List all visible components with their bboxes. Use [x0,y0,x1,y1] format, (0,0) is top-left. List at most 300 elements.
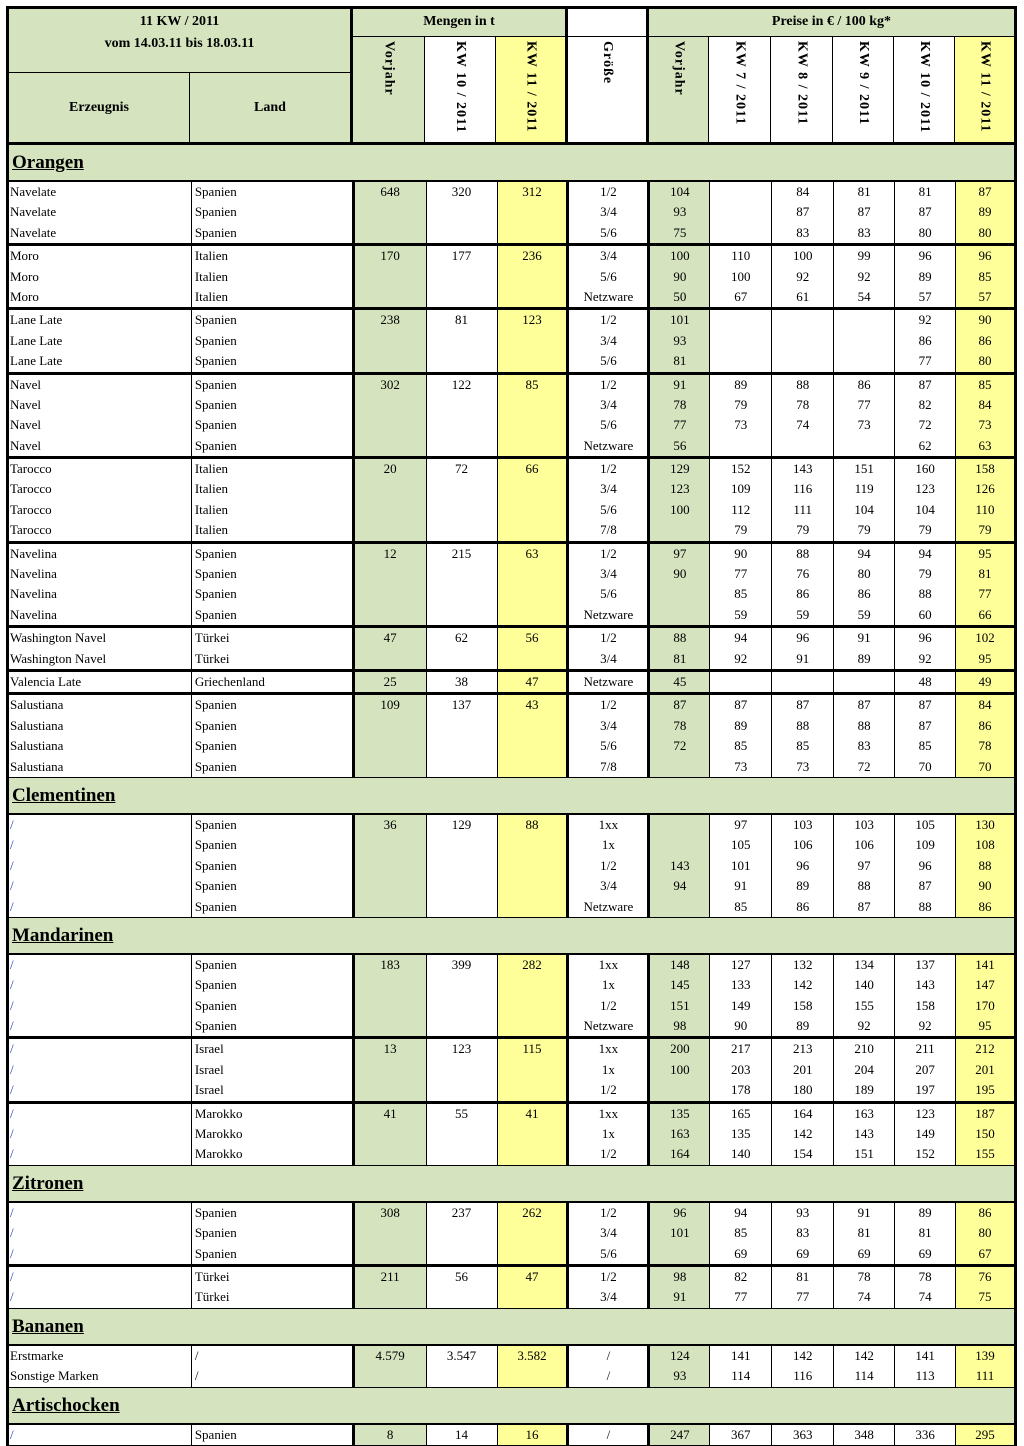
table-cell: 139 [956,1346,1014,1366]
table-cell: Lane Late [9,331,192,351]
table-cell: 47 [498,672,570,692]
table-cell [498,223,570,243]
table-cell: 56 [498,628,570,648]
table-cell: 116 [772,1366,834,1386]
table-row [9,182,1014,202]
table-cell: 80 [956,351,1014,371]
table-cell: 140 [710,1144,772,1164]
table-cell [772,436,834,456]
table-cell: 106 [772,835,834,855]
table-cell [498,757,570,777]
table-cell: Salustiana [9,757,192,777]
table-cell: 142 [772,1346,834,1366]
table-cell: Italien [192,287,355,307]
table-cell: 96 [772,628,834,648]
table-cell: 78 [834,1267,895,1287]
table-cell [498,564,570,584]
table-cell [355,1223,427,1243]
table-cell [498,649,570,669]
table-cell: 189 [834,1080,895,1100]
table-cell: 72 [834,757,895,777]
table-cell [498,287,570,307]
table-cell [355,757,427,777]
table-cell: 49 [956,672,1014,692]
table-cell [498,202,570,222]
table-cell [427,1016,498,1036]
table-cell: 79 [710,520,772,540]
table-cell: / [569,1425,650,1445]
table-cell: 152 [895,1144,956,1164]
table-cell [498,395,570,415]
table-row [9,975,1014,995]
table-cell: 90 [710,544,772,564]
table-cell: 92 [895,310,956,330]
table-cell: 66 [498,459,570,479]
p-col-label: KW 8 / 2011 [794,41,810,126]
table-cell: 143 [834,1124,895,1144]
table-cell: 74 [772,415,834,435]
table-cell: 399 [427,955,498,975]
table-cell: Italien [192,459,355,479]
table-cell: 163 [834,1104,895,1124]
col-product: Erzeugnis [9,73,190,142]
table-cell: 96 [895,856,956,876]
table-cell [355,520,427,540]
table-row [9,1223,1014,1243]
table-cell: 91 [650,1287,710,1307]
table-cell [498,1144,570,1164]
table-cell: 320 [427,182,498,202]
table-cell [710,223,772,243]
table-cell: Spanien [192,1425,355,1445]
table-cell: 86 [956,716,1014,736]
table-cell [427,605,498,625]
table-cell [498,500,570,520]
q-col-kw10 [425,37,496,142]
table-cell: 87 [772,695,834,715]
table-cell [498,1223,570,1243]
table-cell: 79 [834,520,895,540]
table-cell: 81 [895,1223,956,1243]
table-cell [427,856,498,876]
table-cell: 155 [834,996,895,1016]
table-cell: 59 [772,605,834,625]
table-cell: 164 [650,1144,710,1164]
table-cell: 158 [956,459,1014,479]
table-cell: Netzware [569,605,650,625]
table-cell: 91 [650,375,710,395]
table-cell: 81 [650,351,710,371]
table-row [9,876,1014,896]
table-cell: 73 [710,757,772,777]
table-cell: 81 [772,1267,834,1287]
table-cell: 3/4 [569,479,650,499]
table-cell: 155 [956,1144,1014,1164]
table-cell: 3/4 [569,331,650,351]
table-cell: 95 [956,544,1014,564]
table-cell: 3/4 [569,1287,650,1307]
row-group [6,1201,1017,1265]
table-cell: Israel [192,1060,355,1080]
table-cell [355,331,427,351]
table-cell: 85 [772,736,834,756]
table-cell: Griechenland [192,672,355,692]
table-cell [650,815,710,835]
table-cell: 86 [956,1203,1014,1223]
table-cell: 86 [895,331,956,351]
table-cell: 87 [650,695,710,715]
table-cell: 5/6 [569,500,650,520]
table-cell: 203 [710,1060,772,1080]
row-group [6,180,1017,244]
table-row [9,436,1014,456]
table-cell: / [9,856,192,876]
table-cell [427,395,498,415]
table-cell: 20 [355,459,427,479]
table-cell: 91 [834,1203,895,1223]
table-cell: 94 [710,1203,772,1223]
p-col-label: KW 7 / 2011 [732,41,748,126]
table-cell: 1xx [569,1104,650,1124]
row-group [6,542,1017,627]
table-cell: 5/6 [569,584,650,604]
table-cell: Navelate [9,223,192,243]
table-cell: 70 [956,757,1014,777]
table-cell: 204 [834,1060,895,1080]
table-cell: 165 [710,1104,772,1124]
table-cell: 96 [650,1203,710,1223]
table-cell: 85 [956,375,1014,395]
table-cell: / [569,1366,650,1386]
q-col-kw11 [496,37,568,142]
table-cell: 101 [650,1223,710,1243]
table-cell: Spanien [192,1203,355,1223]
q-col-label: KW 11 / 2011 [523,41,539,133]
table-cell: 114 [834,1366,895,1386]
table-cell: 1/2 [569,628,650,648]
table-cell: 89 [710,716,772,736]
week-label: 11 KW / 2011 [139,14,220,29]
table-cell: 170 [956,996,1014,1016]
table-cell: Spanien [192,975,355,995]
table-cell: 215 [427,544,498,564]
table-cell: 74 [895,1287,956,1307]
table-cell: 158 [895,996,956,1016]
table-cell: 100 [772,246,834,266]
table-cell [355,897,427,917]
table-cell: 154 [772,1144,834,1164]
table-cell [427,1244,498,1264]
table-row [9,649,1014,669]
table-cell: 142 [772,1124,834,1144]
table-cell: 123 [650,479,710,499]
table-cell [355,1366,427,1386]
table-cell: Navel [9,375,192,395]
table-cell: Salustiana [9,716,192,736]
table-cell: 63 [956,436,1014,456]
table-cell: 145 [650,975,710,995]
table-cell [427,876,498,896]
table-cell: Erstmarke [9,1346,192,1366]
table-cell: 201 [772,1060,834,1080]
table-cell [498,331,570,351]
table-cell: 87 [895,695,956,715]
table-cell: 81 [956,564,1014,584]
table-cell [355,856,427,876]
table-cell: 1x [569,835,650,855]
table-cell [427,975,498,995]
table-cell: 123 [895,1104,956,1124]
table-cell: 13 [355,1039,427,1059]
table-cell [772,331,834,351]
table-cell: 1/2 [569,182,650,202]
table-cell [427,287,498,307]
table-cell: 212 [956,1039,1014,1059]
table-cell: Navel [9,395,192,415]
table-cell: 87 [956,182,1014,202]
table-cell: Moro [9,267,192,287]
table-cell: 85 [710,736,772,756]
table-cell: 1x [569,1124,650,1144]
table-cell [427,520,498,540]
table-row [9,479,1014,499]
table-cell: 77 [834,395,895,415]
table-cell: 1/2 [569,695,650,715]
table-cell: 211 [895,1039,956,1059]
table-cell [710,436,772,456]
table-cell: 135 [710,1124,772,1144]
table-row [9,835,1014,855]
row-group [6,1423,1017,1446]
table-cell [427,1144,498,1164]
table-cell: 3/4 [569,246,650,266]
table-row [9,1346,1014,1366]
table-cell: / [9,955,192,975]
table-cell: 130 [956,815,1014,835]
table-cell: 87 [834,695,895,715]
table-row [9,1425,1014,1445]
table-cell: 85 [498,375,570,395]
table-cell: / [9,1104,192,1124]
table-cell: / [9,1039,192,1059]
table-cell: 88 [895,897,956,917]
table-cell: Spanien [192,182,355,202]
p-col-kw11 [955,37,1014,142]
table-cell: 25 [355,672,427,692]
table-cell: 195 [956,1080,1014,1100]
table-cell [355,584,427,604]
table-cell [498,267,570,287]
table-cell: / [9,1244,192,1264]
table-cell: 180 [772,1080,834,1100]
table-cell [355,564,427,584]
table-cell: / [9,1203,192,1223]
table-row [9,1060,1014,1080]
table-cell: / [9,1287,192,1307]
table-cell: 126 [956,479,1014,499]
table-cell: Navelina [9,544,192,564]
table-cell: 86 [956,331,1014,351]
table-cell: 124 [650,1346,710,1366]
table-cell [498,975,570,995]
table-cell: 101 [650,310,710,330]
table-cell: 1/2 [569,310,650,330]
table-cell: Spanien [192,223,355,243]
table-cell: Spanien [192,544,355,564]
table-cell: 5/6 [569,223,650,243]
table-cell: 295 [956,1425,1014,1445]
table-cell: / [569,1346,650,1366]
table-cell: 70 [895,757,956,777]
table-cell: 178 [710,1080,772,1100]
table-cell: 72 [895,415,956,435]
table-cell: Spanien [192,815,355,835]
table-cell: 648 [355,182,427,202]
table-cell [355,395,427,415]
table-cell: 88 [834,876,895,896]
table-cell: 5/6 [569,1244,650,1264]
p-col-label: KW 10 / 2011 [917,41,932,134]
table-row [9,351,1014,371]
table-cell: / [9,1425,192,1445]
table-cell: 211 [355,1267,427,1287]
table-cell: Türkei [192,628,355,648]
table-cell: 85 [710,897,772,917]
table-cell: Italien [192,520,355,540]
p-col-kw9 [833,37,894,142]
table-cell: Tarocco [9,520,192,540]
table-row [9,1366,1014,1386]
table-row [9,736,1014,756]
table-cell: 79 [772,520,834,540]
table-cell: Navelina [9,605,192,625]
table-cell: Tarocco [9,479,192,499]
table-cell: 201 [956,1060,1014,1080]
table-cell: Spanien [192,395,355,415]
table-cell: Netzware [569,1016,650,1036]
table-cell: 69 [772,1244,834,1264]
table-cell [355,1016,427,1036]
table-cell: 50 [650,287,710,307]
table-cell: 89 [772,876,834,896]
table-cell: Washington Navel [9,628,192,648]
table-cell [355,649,427,669]
table-cell [498,897,570,917]
table-cell: Israel [192,1080,355,1100]
table-cell: / [9,1016,192,1036]
row-group [6,373,1017,458]
table-cell: 41 [355,1104,427,1124]
table-cell: 41 [498,1104,570,1124]
table-cell [498,1244,570,1264]
table-row [9,544,1014,564]
table-row [9,955,1014,975]
table-cell: 88 [498,815,570,835]
table-cell: 72 [427,459,498,479]
table-cell: 1/2 [569,1144,650,1164]
table-cell: 55 [427,1104,498,1124]
table-cell: Navelate [9,202,192,222]
table-cell: 87 [772,202,834,222]
table-cell: / [9,1080,192,1100]
table-row [9,415,1014,435]
p-col-label: KW 9 / 2011 [856,41,871,126]
table-cell: 129 [650,459,710,479]
table-cell: 76 [956,1267,1014,1287]
table-cell: 77 [956,584,1014,604]
table-cell: 336 [895,1425,956,1445]
table-cell [710,182,772,202]
table-cell: 110 [956,500,1014,520]
prices-title: Preise in € / 100 kg* [649,9,1014,37]
table-cell [650,897,710,917]
table-cell: 92 [895,1016,956,1036]
table-cell: 96 [956,246,1014,266]
table-cell [834,331,895,351]
table-row [9,331,1014,351]
table-cell: 163 [650,1124,710,1144]
table-cell: 5/6 [569,351,650,371]
table-body [6,145,1017,1446]
row-group [6,1265,1017,1309]
table-cell: 5/6 [569,736,650,756]
table-cell: 105 [895,815,956,835]
table-cell [498,584,570,604]
table-cell: 86 [956,897,1014,917]
table-cell: 119 [834,479,895,499]
section-header [6,1309,1017,1344]
table-cell: 104 [895,500,956,520]
q-col-prev-year [353,37,425,142]
table-row [9,500,1014,520]
table-cell: 1/2 [569,375,650,395]
table-cell [427,1124,498,1144]
table-cell [427,1223,498,1243]
table-cell: Salustiana [9,695,192,715]
table-cell: Navelate [9,182,192,202]
table-cell: 123 [498,310,570,330]
table-cell [427,267,498,287]
table-cell: 197 [895,1080,956,1100]
table-cell: 141 [956,955,1014,975]
table-cell [427,736,498,756]
table-cell: 143 [895,975,956,995]
table-cell [427,996,498,1016]
section-title: Zitronen [12,1172,84,1194]
table-cell: 137 [895,955,956,975]
table-cell: / [192,1346,355,1366]
table-cell: 47 [498,1267,570,1287]
table-cell: 86 [834,584,895,604]
table-cell: 82 [710,1267,772,1287]
quantities-title: Mengen in t [353,9,568,37]
table-cell [427,500,498,520]
table-cell [710,310,772,330]
table-cell: Türkei [192,1287,355,1307]
table-cell: 1x [569,1060,650,1080]
table-cell: 77 [895,351,956,371]
q-col-label: Vorjahr [381,41,397,96]
table-cell: 247 [650,1425,710,1445]
table-cell: 93 [650,331,710,351]
table-cell: Spanien [192,996,355,1016]
table-cell: 69 [895,1244,956,1264]
table-cell: 98 [650,1016,710,1036]
table-cell: Marokko [192,1104,355,1124]
table-cell: 73 [772,757,834,777]
table-cell: 89 [895,1203,956,1223]
table-cell: 100 [650,246,710,266]
